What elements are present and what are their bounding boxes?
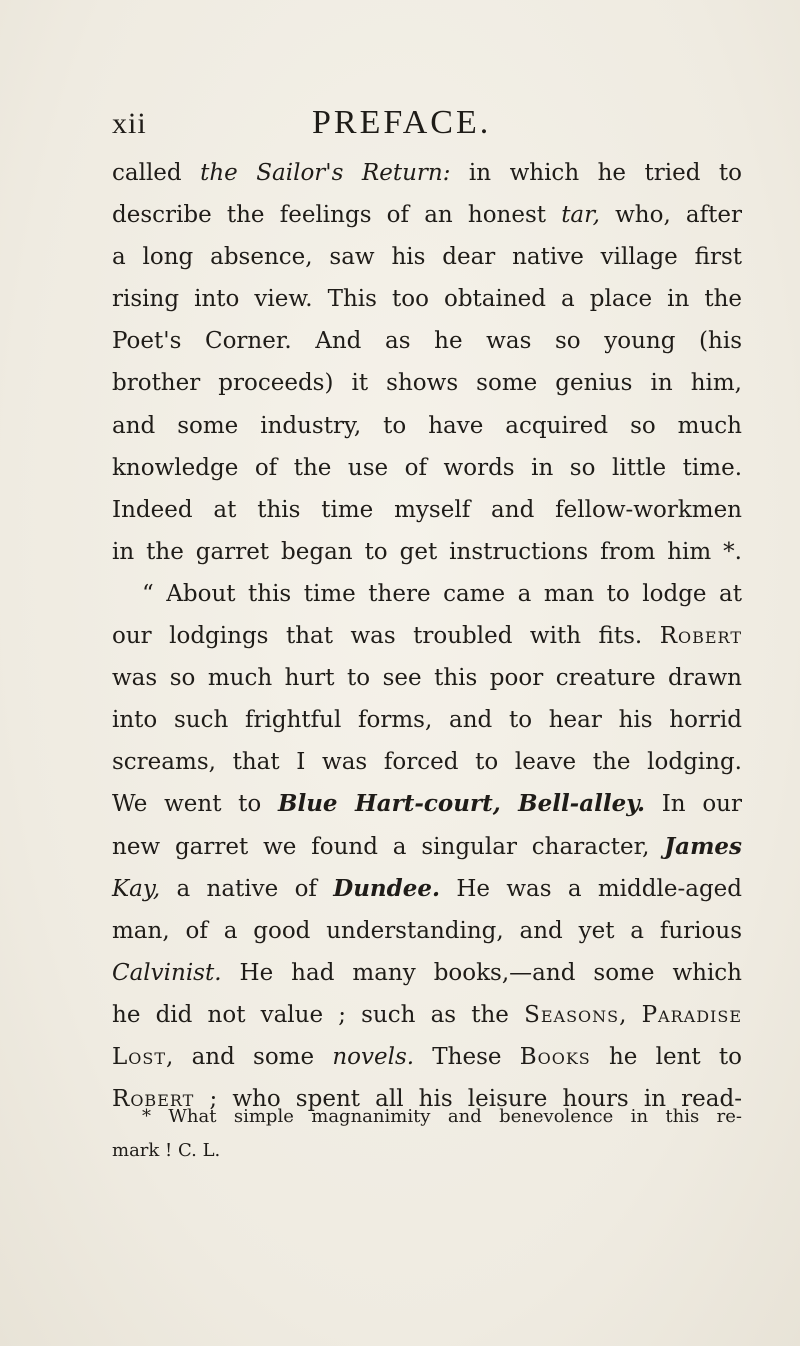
text-line: was so much hurt to see this poor creature drawn bbox=[112, 665, 742, 692]
page-header bbox=[112, 104, 688, 144]
text-line: our lodgings that was troubled with fits. Robert bbox=[112, 623, 742, 650]
text-line: into such frightful forms, and to hear his horrid bbox=[112, 707, 742, 734]
text-line: describe the feelings of an honest tar, who, after bbox=[112, 202, 742, 229]
page-number: xii bbox=[112, 107, 147, 140]
text-line: new garret we found a singular character, James bbox=[112, 832, 742, 860]
text-line: called the Sailor's Return: in which he tried to bbox=[112, 160, 743, 186]
text-line: man, of a good understanding, and yet a furious bbox=[112, 917, 742, 944]
text-line: We went to Blue Hart-court, Bell-alley. In our bbox=[112, 790, 742, 818]
running-head: PREFACE. bbox=[312, 104, 492, 141]
text-line: Poet's Corner. And as he was so young (his bbox=[112, 328, 742, 355]
text-line: Indeed at this time myself and fellow-workmen bbox=[112, 496, 742, 523]
text-line: he did not value ; such as the Seasons, Paradise bbox=[112, 1001, 742, 1028]
text-line: Calvinist. He had many books,—and some which bbox=[112, 959, 742, 986]
text-line: screams, that I was forced to leave the lodging. bbox=[112, 749, 742, 776]
text-line: Robert ; who spent all his leisure hours in read- bbox=[112, 1086, 742, 1113]
text-line: knowledge of the use of words in so little time. bbox=[112, 454, 742, 481]
text-line: and some industry, to have acquired so much bbox=[112, 412, 742, 439]
footnote bbox=[112, 1100, 742, 1168]
text-line: a long absence, saw his dear native village first bbox=[112, 244, 742, 271]
text-line: in the garret began to get instructions from him *. bbox=[112, 538, 742, 565]
text-line: Lost, and some novels. These Books he lent to bbox=[112, 1043, 742, 1070]
footnote-line: * What simple magnanimity and benevolence in this re- bbox=[142, 1106, 742, 1127]
text-line: rising into view. This too obtained a place in the bbox=[112, 286, 742, 313]
text-line: “ About this time there came a man to lodge at bbox=[142, 580, 742, 607]
text-line: Kay, a native of Dundee. He was a middle-aged bbox=[112, 874, 742, 902]
text-line: brother proceeds) it shows some genius in him, bbox=[112, 370, 742, 397]
footnote-line: mark ! C. L. bbox=[112, 1140, 221, 1161]
body-text bbox=[112, 152, 742, 1120]
